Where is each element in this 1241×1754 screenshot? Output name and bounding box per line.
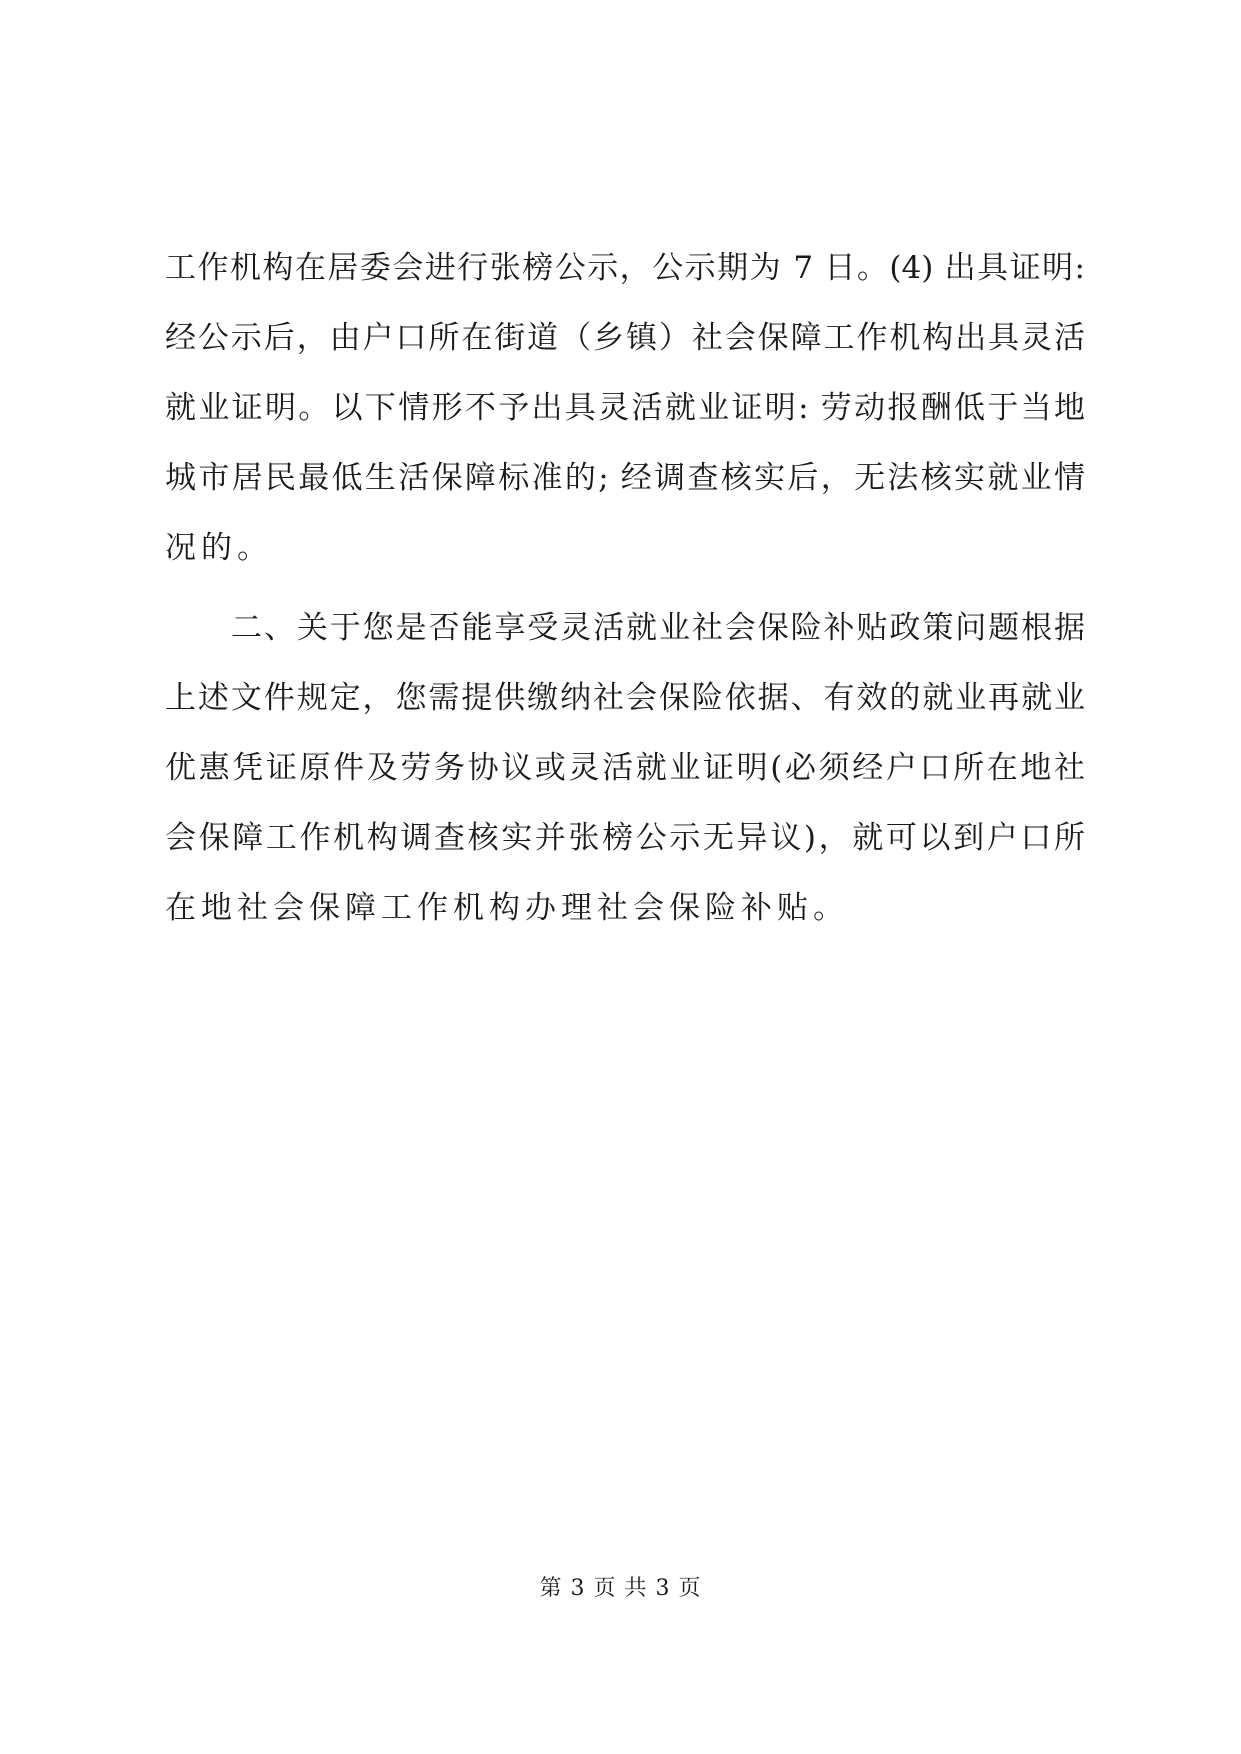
paragraph-line: 经公示后，由户口所在街道（乡镇）社会保障工作机构出具灵活 xyxy=(165,320,1085,356)
paragraph-line: 在地社会保障工作机构办理社会保险补贴。 xyxy=(165,890,849,926)
paragraph-1 xyxy=(165,233,1085,583)
paragraph-line: 城市居民最低生活保障标准的; 经调查核实后，无法核实就业情 xyxy=(165,460,1085,496)
paragraph-line: 况的。 xyxy=(165,530,273,566)
paragraph-line: 二、关于您是否能享受灵活就业社会保险补贴政策问题根据 xyxy=(231,610,1085,646)
paragraph-line: 工作机构在居委会进行张榜公示，公示期为 7 日。(4) 出具证明: xyxy=(165,250,1085,286)
paragraph-line: 会保障工作机构调查核实并张榜公示无异议)，就可以到户口所 xyxy=(165,820,1085,856)
paragraph-line: 上述文件规定，您需提供缴纳社会保险依据、有效的就业再就业 xyxy=(165,680,1085,716)
paragraph-line: 优惠凭证原件及劳务协议或灵活就业证明(必须经户口所在地社 xyxy=(165,750,1085,786)
page-number-label: 第 3 页 共 3 页 xyxy=(539,1576,702,1601)
paragraph-2 xyxy=(165,593,1085,943)
paragraph-gap xyxy=(165,583,1085,593)
paragraph-line: 就业证明。以下情形不予出具灵活就业证明: 劳动报酬低于当地 xyxy=(165,390,1085,426)
document-body xyxy=(165,233,1085,943)
page-footer xyxy=(0,1574,1241,1604)
